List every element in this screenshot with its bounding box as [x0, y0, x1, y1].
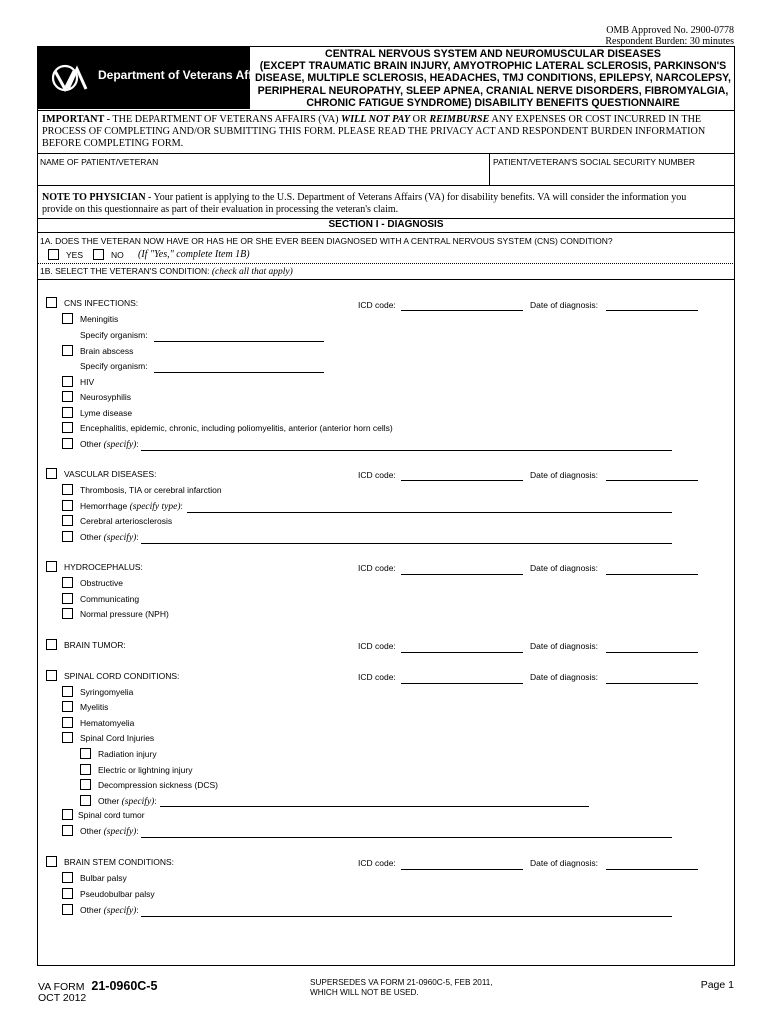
date-of-diagnosis-field[interactable]	[606, 652, 698, 653]
divider	[37, 279, 735, 280]
other-specify-label	[80, 826, 139, 837]
specify-text: (specify)	[103, 827, 137, 837]
lyme-disease-label: Lyme disease	[80, 408, 133, 418]
communicating-checkbox[interactable]	[62, 593, 73, 604]
bulbar-palsy-checkbox[interactable]	[62, 872, 73, 883]
icd-code-field[interactable]	[401, 869, 523, 870]
page-number: Page 1	[700, 979, 734, 991]
agency-name: Department of Veterans Affairs	[98, 68, 274, 82]
brain-stem-label: BRAIN STEM CONDITIONS:	[64, 857, 175, 867]
specify-text: (specify)	[103, 440, 137, 450]
hydrocephalus-label: HYDROCEPHALUS:	[64, 562, 143, 572]
icd-code-field[interactable]	[401, 574, 523, 575]
neurosyphilis-checkbox[interactable]	[62, 391, 73, 402]
other-specify-label	[80, 532, 139, 543]
form-id	[38, 979, 157, 993]
va-seal-icon	[46, 63, 94, 93]
divider	[37, 185, 735, 186]
dotted-divider	[37, 263, 735, 264]
hiv-label: HIV	[80, 377, 95, 387]
radiation-injury-checkbox[interactable]	[80, 748, 91, 759]
ssn-field[interactable]	[491, 167, 733, 183]
myelitis-label: Myelitis	[80, 702, 109, 712]
communicating-label: Communicating	[80, 594, 140, 604]
other-specify-label	[98, 796, 157, 807]
will-not-pay: WILL NOT PAY	[341, 114, 411, 125]
yes-checkbox[interactable]	[48, 249, 59, 260]
dcs-checkbox[interactable]	[80, 779, 91, 790]
date-of-diagnosis-label: Date of diagnosis:	[530, 672, 599, 682]
other-text: Other	[80, 826, 104, 836]
stem-other-field[interactable]	[141, 916, 672, 917]
no-checkbox[interactable]	[93, 249, 104, 260]
neurosyphilis-label: Neurosyphilis	[80, 392, 132, 402]
icd-code-label: ICD code:	[358, 563, 396, 573]
important-line-2: PROCESS OF COMPLETING AND/OR SUBMITTING THIS FORM. PLEASE READ THE PRIVACY ACT AND RESPONDENT BURDEN INFORMATION	[42, 126, 706, 137]
other-text: Other	[98, 796, 122, 806]
specify-type-text: (specify type)	[129, 502, 181, 512]
question-1b	[40, 266, 293, 277]
vascular-other-checkbox[interactable]	[62, 531, 73, 542]
omb-number: OMB Approved No. 2900-0778	[606, 25, 734, 36]
brain-abscess-label: Brain abscess	[80, 346, 134, 356]
spinal-injuries-label: Spinal Cord Injuries	[80, 733, 155, 743]
vascular-other-field[interactable]	[141, 543, 672, 544]
radiation-injury-label: Radiation injury	[98, 749, 157, 759]
date-of-diagnosis-label: Date of diagnosis:	[530, 300, 599, 310]
date-of-diagnosis-field[interactable]	[606, 683, 698, 684]
form-date: OCT 2012	[38, 992, 87, 1004]
title-line-5: CHRONIC FATIGUE SYNDROME) DISABILITY BENEFITS QUESTIONNAIRE	[306, 96, 680, 109]
arteriosclerosis-label: Cerebral arteriosclerosis	[80, 516, 173, 526]
question-1b-text: 1B. SELECT THE VETERAN'S CONDITION:	[40, 266, 212, 276]
cns-infections-checkbox[interactable]	[46, 297, 57, 308]
spinal-cord-label: SPINAL CORD CONDITIONS:	[64, 671, 180, 681]
title-line-1: CENTRAL NERVOUS SYSTEM AND NEUROMUSCULAR DISEASES	[325, 48, 661, 60]
date-of-diagnosis-field[interactable]	[606, 574, 698, 575]
hematomyelia-label: Hematomyelia	[80, 718, 135, 728]
colon: :	[136, 439, 139, 449]
brain-abscess-checkbox[interactable]	[62, 345, 73, 356]
title-line-3: DISEASE, MULTIPLE SCLEROSIS, HEADACHES, TMJ CONDITIONS, EPILEPSY, NARCOLEPSY,	[255, 72, 731, 85]
injuries-other-checkbox[interactable]	[80, 795, 91, 806]
specify-text: (specify)	[121, 797, 155, 807]
divider	[37, 153, 735, 154]
obstructive-label: Obstructive	[80, 578, 123, 588]
respondent-burden: Respondent Burden: 30 minutes	[605, 36, 734, 47]
important-or: OR	[410, 114, 430, 125]
omb-info	[605, 25, 734, 47]
important-text-1: THE DEPARTMENT OF VETERANS AFFAIRS (VA)	[110, 114, 342, 125]
icd-code-label: ICD code:	[358, 672, 396, 682]
question-1b-note: (check all that apply)	[211, 267, 293, 277]
meningitis-label: Meningitis	[80, 314, 119, 324]
form-label: VA FORM	[38, 981, 85, 993]
specify-organism-label: Specify organism:	[80, 361, 148, 371]
specify-organism-field[interactable]	[154, 372, 324, 373]
thrombosis-checkbox[interactable]	[62, 484, 73, 495]
hemorrhage-label	[80, 501, 183, 512]
colon: :	[136, 532, 139, 542]
nph-label: Normal pressure (NPH)	[80, 609, 169, 619]
hemorrhage-field[interactable]	[187, 512, 672, 513]
vascular-diseases-label: VASCULAR DISEASES:	[64, 469, 157, 479]
question-1a: 1A. DOES THE VETERAN NOW HAVE OR HAS HE OR SHE EVER BEEN DIAGNOSED WITH A CENTRAL NERVOUS SYSTEM (CNS) CONDITION?	[40, 236, 613, 246]
date-of-diagnosis-label: Date of diagnosis:	[530, 858, 599, 868]
spinal-other-checkbox[interactable]	[62, 825, 73, 836]
cns-other-field[interactable]	[141, 450, 672, 451]
icd-code-label: ICD code:	[358, 470, 396, 480]
icd-code-field[interactable]	[401, 310, 523, 311]
divider	[37, 110, 735, 111]
colon: :	[180, 501, 183, 511]
brain-tumor-checkbox[interactable]	[46, 639, 57, 650]
dcs-label: Decompression sickness (DCS)	[98, 780, 218, 790]
other-specify-label	[80, 905, 139, 916]
patient-name-label: NAME OF PATIENT/VETERAN	[40, 157, 159, 167]
injuries-other-field[interactable]	[160, 806, 589, 807]
other-text: Other	[80, 532, 104, 542]
spinal-cord-checkbox[interactable]	[46, 670, 57, 681]
date-of-diagnosis-label: Date of diagnosis:	[530, 470, 599, 480]
meningitis-checkbox[interactable]	[62, 313, 73, 324]
form-number: 21-0960C-5	[91, 979, 158, 993]
note-text-2: provide on this questionnaire as part of their evaluation in processing the veteran's claim.	[42, 204, 399, 215]
nph-checkbox[interactable]	[62, 608, 73, 619]
vascular-diseases-checkbox[interactable]	[46, 468, 57, 479]
spinal-tumor-label: Spinal cord tumor	[78, 810, 145, 820]
icd-code-label: ICD code:	[358, 641, 396, 651]
hiv-checkbox[interactable]	[62, 376, 73, 387]
yes-label: YES	[66, 250, 84, 260]
cns-infections-label: CNS INFECTIONS:	[64, 298, 139, 308]
icd-code-field[interactable]	[401, 480, 523, 481]
if-yes-note: (If "Yes," complete Item 1B)	[138, 249, 250, 260]
hematomyelia-checkbox[interactable]	[62, 717, 73, 728]
specify-organism-label: Specify organism:	[80, 330, 148, 340]
divider	[37, 232, 735, 233]
note-text-1: - Your patient is applying to the U.S. Department of Veterans Affairs (VA) for disability benefits. VA will consider the information you	[145, 192, 687, 203]
icd-code-label: ICD code:	[358, 858, 396, 868]
note-label: NOTE TO PHYSICIAN	[42, 192, 146, 203]
no-label: NO	[111, 250, 124, 260]
brain-tumor-label: BRAIN TUMOR:	[64, 640, 126, 650]
arteriosclerosis-checkbox[interactable]	[62, 515, 73, 526]
icd-code-field[interactable]	[401, 683, 523, 684]
cns-other-checkbox[interactable]	[62, 438, 73, 449]
brain-stem-checkbox[interactable]	[46, 856, 57, 867]
reimburse: REIMBURSE	[429, 114, 490, 125]
supersedes-line-1: SUPERSEDES VA FORM 21-0960C-5, FEB 2011,	[310, 978, 493, 987]
electric-injury-checkbox[interactable]	[80, 764, 91, 775]
agency-logo-block	[38, 47, 274, 109]
syringomyelia-checkbox[interactable]	[62, 686, 73, 697]
colon: :	[136, 905, 139, 915]
supersedes-line-2: WHICH WILL NOT BE USED.	[310, 988, 419, 997]
date-of-diagnosis-label: Date of diagnosis:	[530, 641, 599, 651]
ssn-label: PATIENT/VETERAN'S SOCIAL SECURITY NUMBER	[493, 157, 696, 167]
important-line-3: BEFORE COMPLETING FORM.	[42, 138, 184, 149]
date-of-diagnosis-field[interactable]	[606, 480, 698, 481]
important-notice	[42, 114, 705, 150]
date-of-diagnosis-label: Date of diagnosis:	[530, 563, 599, 573]
colon: :	[154, 796, 157, 806]
hemorrhage-text: Hemorrhage	[80, 501, 130, 511]
myelitis-checkbox[interactable]	[62, 701, 73, 712]
other-specify-label	[80, 439, 139, 450]
note-to-physician	[42, 192, 686, 216]
thrombosis-label: Thrombosis, TIA or cerebral infarction	[80, 485, 222, 495]
encephalitis-checkbox[interactable]	[62, 422, 73, 433]
important-text-2: ANY EXPENSES OR COST INCURRED IN THE	[489, 114, 702, 125]
title-line-4: PERIPHERAL NEUROPATHY, SLEEP APNEA, CRANIAL NERVE DISORDERS, FIBROMYALGIA,	[257, 84, 729, 97]
specify-organism-field[interactable]	[154, 341, 324, 342]
lyme-disease-checkbox[interactable]	[62, 407, 73, 418]
spinal-injuries-checkbox[interactable]	[62, 732, 73, 743]
hydrocephalus-checkbox[interactable]	[46, 561, 57, 572]
date-of-diagnosis-field[interactable]	[606, 310, 698, 311]
patient-name-field[interactable]	[38, 167, 488, 183]
stem-other-checkbox[interactable]	[62, 904, 73, 915]
pseudobulbar-palsy-checkbox[interactable]	[62, 888, 73, 899]
electric-injury-label: Electric or lightning injury	[98, 765, 193, 775]
spinal-other-field[interactable]	[141, 837, 672, 838]
bulbar-palsy-label: Bulbar palsy	[80, 873, 127, 883]
specify-text: (specify)	[103, 906, 137, 916]
encephalitis-label: Encephalitis, epidemic, chronic, including poliomyelitis, anterior (anterior horn cells)	[80, 423, 393, 433]
colon: :	[136, 826, 139, 836]
specify-text: (specify)	[103, 533, 137, 543]
supersedes-note	[310, 978, 493, 998]
pseudobulbar-palsy-label: Pseudobulbar palsy	[80, 889, 155, 899]
date-of-diagnosis-field[interactable]	[606, 869, 698, 870]
divider	[489, 153, 490, 185]
obstructive-checkbox[interactable]	[62, 577, 73, 588]
icd-code-field[interactable]	[401, 652, 523, 653]
icd-code-label: ICD code:	[358, 300, 396, 310]
important-label: IMPORTANT -	[42, 114, 111, 125]
other-text: Other	[80, 439, 104, 449]
spinal-tumor-checkbox[interactable]	[62, 809, 73, 820]
other-text: Other	[80, 905, 104, 915]
syringomyelia-label: Syringomyelia	[80, 687, 134, 697]
hemorrhage-checkbox[interactable]	[62, 500, 73, 511]
title-line-2: (EXCEPT TRAUMATIC BRAIN INJURY, AMYOTROPHIC LATERAL SCLEROSIS, PARKINSON'S	[259, 60, 727, 73]
form-title	[252, 48, 734, 109]
section-title: SECTION I - DIAGNOSIS	[328, 219, 444, 230]
